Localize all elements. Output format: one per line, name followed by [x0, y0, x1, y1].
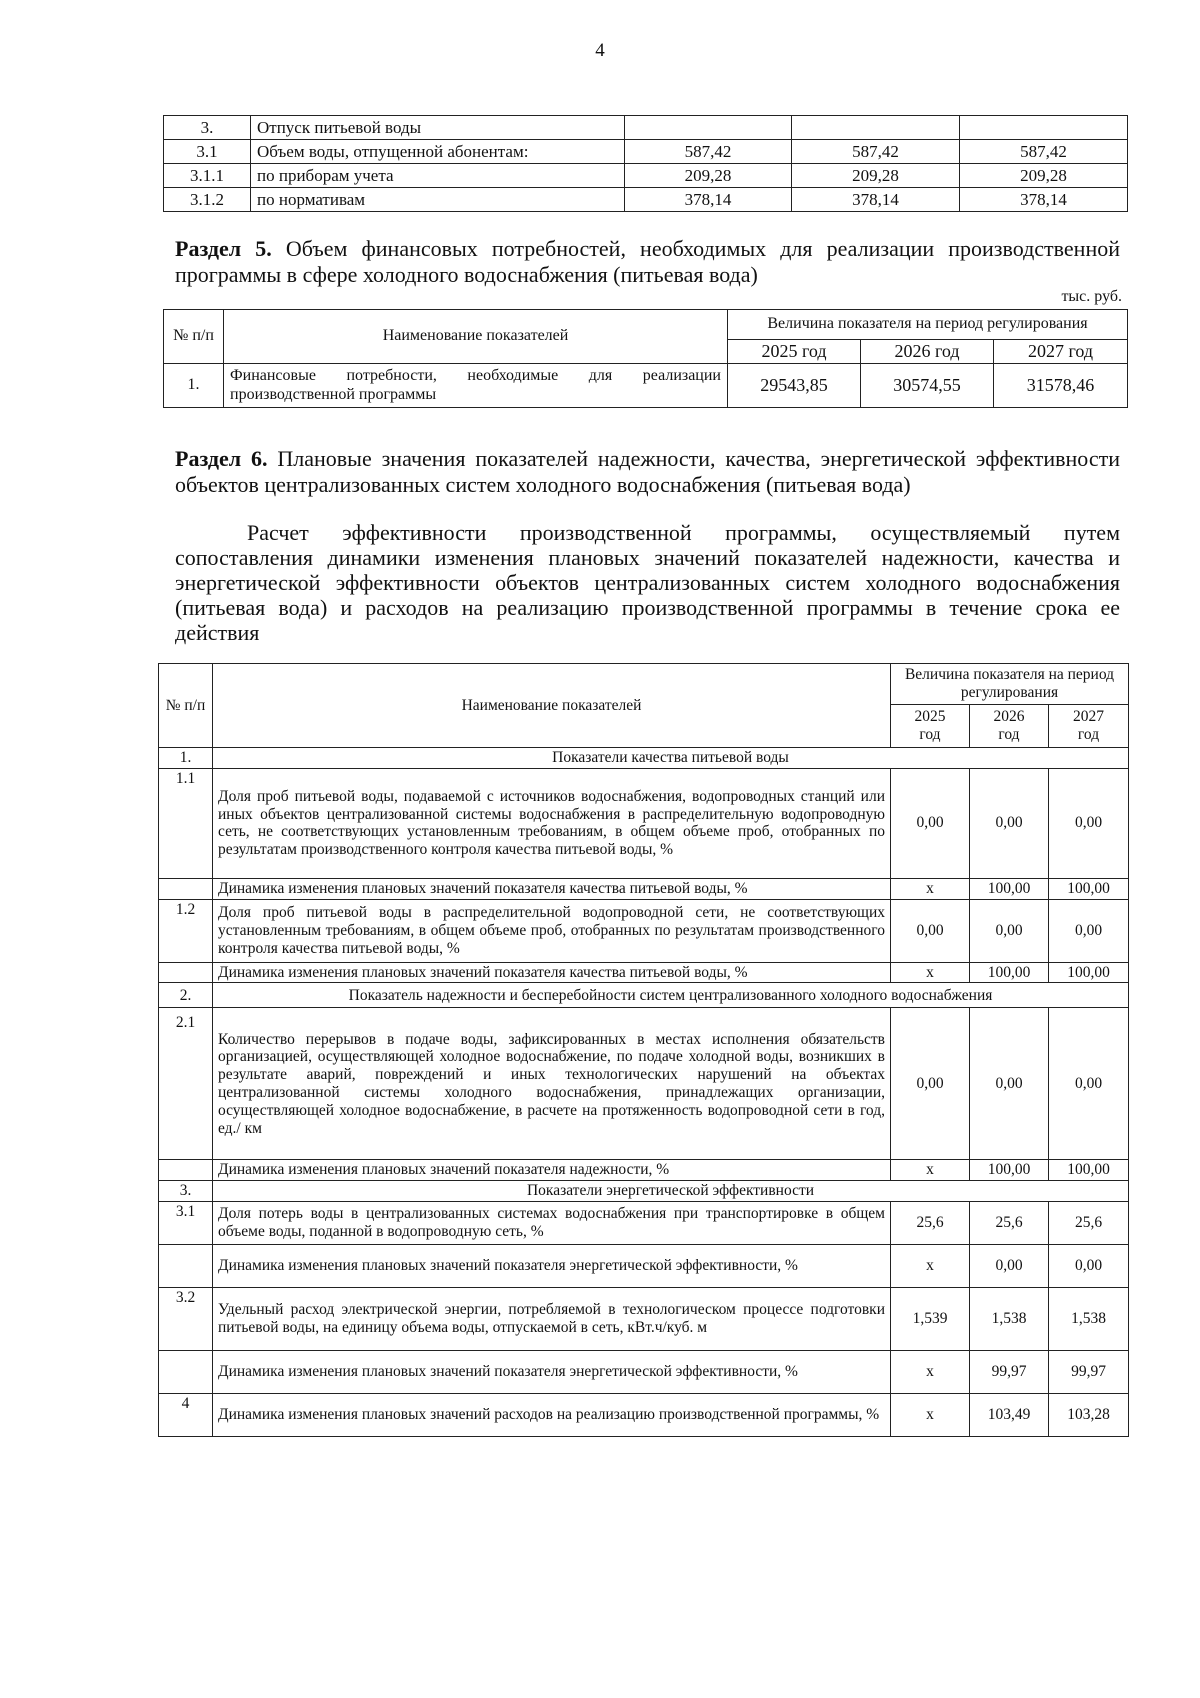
header-name: Наименование показателей	[224, 310, 728, 364]
header-year-2025: 2025 год	[728, 340, 861, 364]
value-2026: 209,28	[792, 164, 960, 188]
value-2025: 25,6	[891, 1202, 970, 1245]
value-2026: 0,00	[970, 768, 1049, 878]
header-year-2025	[891, 705, 970, 748]
value-2026	[792, 116, 960, 140]
section-6-label: Раздел 6.	[175, 446, 268, 471]
value-2026: 0,00	[970, 1008, 1049, 1160]
table-row	[164, 188, 1128, 212]
value-2026: 1,538	[970, 1288, 1049, 1351]
year-word: год	[1077, 726, 1100, 743]
value-2027: 1,538	[1049, 1288, 1129, 1351]
water-supply-table	[163, 115, 1128, 212]
row-number-empty	[159, 1160, 213, 1181]
value-2026: 100,00	[970, 962, 1049, 983]
row-name: Динамика изменения плановых значений расходов на реализацию производственной программы, %	[213, 1394, 891, 1437]
row-number: 3.1	[164, 140, 251, 164]
row-number: 2.1	[159, 1008, 213, 1160]
table-row	[164, 116, 1128, 140]
value-2025: 378,14	[625, 188, 792, 212]
value-2025: x	[891, 1351, 970, 1394]
group-title: Показатели энергетической эффективности	[213, 1181, 1129, 1202]
header-year-2027	[1049, 705, 1129, 748]
group-title: Показатели качества питьевой воды	[213, 748, 1129, 769]
value-2027: 25,6	[1049, 1202, 1129, 1245]
row-name: Динамика изменения плановых значений показателя качества питьевой воды, %	[213, 878, 891, 899]
value-2027: 103,28	[1049, 1394, 1129, 1437]
row-number-empty	[159, 878, 213, 899]
section-6-heading	[175, 446, 1120, 498]
row-number: 1.	[164, 364, 224, 408]
row-name: Доля проб питьевой воды, подаваемой с источников водоснабжения, водопроводных станций или иных объектов централизованной системы водоснабжения в распределительную водопроводную сеть, не соответствующих установленным требованиям, в общем объеме проб, отобранных по результатам производственного контроля качества питьевой воды, %	[213, 768, 891, 878]
table-row	[164, 364, 1128, 408]
header-value: Величина показателя на период регулирования	[891, 664, 1129, 705]
value-2025: 0,00	[891, 768, 970, 878]
row-number-empty	[159, 1351, 213, 1394]
value-2027: 100,00	[1049, 878, 1129, 899]
row-number: 3.1	[159, 1202, 213, 1245]
value-2026: 30574,55	[861, 364, 994, 408]
row-name: Динамика изменения плановых значений показателя энергетической эффективности, %	[213, 1351, 891, 1394]
table-row	[159, 1351, 1129, 1394]
value-2027: 100,00	[1049, 1160, 1129, 1181]
table-row	[164, 140, 1128, 164]
value-2025: 209,28	[625, 164, 792, 188]
row-name: по нормативам	[251, 188, 625, 212]
value-2027: 100,00	[1049, 962, 1129, 983]
page-number: 4	[595, 40, 605, 61]
group-number: 2.	[159, 983, 213, 1008]
row-number: 4	[159, 1394, 213, 1437]
value-2025: 587,42	[625, 140, 792, 164]
section-5-heading	[175, 236, 1120, 288]
value-2025: 0,00	[891, 1008, 970, 1160]
row-name: Финансовые потребности, необходимые для реализации производственной программы	[224, 364, 728, 408]
table-row	[159, 1008, 1129, 1160]
row-name: Отпуск питьевой воды	[251, 116, 625, 140]
value-2027: 587,42	[960, 140, 1128, 164]
value-2026: 99,97	[970, 1351, 1049, 1394]
group-title: Показатель надежности и бесперебойности систем централизованного холодного водоснабжения	[213, 983, 1129, 1008]
value-2027: 378,14	[960, 188, 1128, 212]
row-name: по приборам учета	[251, 164, 625, 188]
row-number: 3.1.1	[164, 164, 251, 188]
table-row	[159, 1245, 1129, 1288]
year-number: 2025	[914, 708, 946, 726]
row-name: Количество перерывов в подаче воды, зафиксированных в местах исполнения обязательств организацией, осуществляющей холодное водоснабжение, по подаче холодной воды, возникших в результате аварий, повреждений и иных технологических нарушений на объектах централизованной системы холодного водоснабжения, принадлежащих организации, осуществляющей холодное водоснабжение, в расчете на протяженность водопроводной сети в год, ед./ км	[213, 1008, 891, 1160]
row-name: Объем воды, отпущенной абонентам:	[251, 140, 625, 164]
section-6-paragraph: Расчет эффективности производственной программы, осуществляемый путем сопоставления динамики изменения плановых значений показателей надежности, качества и энергетической эффективности объектов централизованных систем холодного водоснабжения (питьевая вода) и расходов на реализацию производственной программы в течение срока ее действия	[175, 520, 1120, 645]
year-number: 2026	[993, 708, 1025, 726]
table-row	[159, 768, 1129, 878]
group-number: 1.	[159, 748, 213, 769]
row-name: Доля потерь воды в централизованных системах водоснабжения при транспортировке в общем объеме воды, поданной в водопроводную сеть, %	[213, 1202, 891, 1245]
value-2027: 0,00	[1049, 1008, 1129, 1160]
year-word: год	[998, 726, 1020, 743]
row-name: Доля проб питьевой воды в распределительной водопроводной сети, не соответствующих установленным требованиям, в общем объеме проб, отобранных по результатам производственного контроля качества питьевой воды, %	[213, 899, 891, 962]
year-number: 2027	[1073, 708, 1104, 726]
table-row	[159, 899, 1129, 962]
row-number-empty	[159, 962, 213, 983]
financial-needs-table	[163, 309, 1128, 408]
value-2025: x	[891, 1394, 970, 1437]
row-name: Динамика изменения плановых значений показателя качества питьевой воды, %	[213, 962, 891, 983]
table-row	[159, 1288, 1129, 1351]
header-year-2027: 2027 год	[994, 340, 1128, 364]
table-row	[159, 1160, 1129, 1181]
table-row	[164, 164, 1128, 188]
value-2027: 31578,46	[994, 364, 1128, 408]
value-2025: x	[891, 1245, 970, 1288]
row-name: Динамика изменения плановых значений показателя энергетической эффективности, %	[213, 1245, 891, 1288]
section-5-label: Раздел 5.	[175, 236, 272, 261]
value-2026: 0,00	[970, 1245, 1049, 1288]
row-name: Динамика изменения плановых значений показателя надежности, %	[213, 1160, 891, 1181]
value-2025: x	[891, 962, 970, 983]
value-2025: 0,00	[891, 899, 970, 962]
header-value: Величина показателя на период регулирования	[728, 310, 1128, 340]
row-number: 1.2	[159, 899, 213, 962]
value-2025	[625, 116, 792, 140]
table-row	[159, 962, 1129, 983]
group-row	[159, 748, 1129, 769]
value-2025: x	[891, 1160, 970, 1181]
year-word: год	[919, 726, 941, 743]
table-row	[159, 878, 1129, 899]
value-2025: 29543,85	[728, 364, 861, 408]
value-2026: 378,14	[792, 188, 960, 212]
group-row	[159, 983, 1129, 1008]
row-number: 3.	[164, 116, 251, 140]
header-year-2026: 2026 год	[861, 340, 994, 364]
row-number-empty	[159, 1245, 213, 1288]
value-2026: 100,00	[970, 878, 1049, 899]
indicators-table	[158, 663, 1129, 1437]
header-number: № п/п	[159, 664, 213, 748]
value-2027	[960, 116, 1128, 140]
table-row	[159, 1202, 1129, 1245]
group-row	[159, 1181, 1129, 1202]
value-2026: 103,49	[970, 1394, 1049, 1437]
row-number: 3.1.2	[164, 188, 251, 212]
value-2025: 1,539	[891, 1288, 970, 1351]
header-year-2026	[970, 705, 1049, 748]
section-6-title: Плановые значения показателей надежности, качества, энергетической эффективности объектов централизованных систем холодного водоснабжения (питьевая вода)	[175, 446, 1121, 497]
value-2026: 0,00	[970, 899, 1049, 962]
group-number: 3.	[159, 1181, 213, 1202]
value-2027: 0,00	[1049, 1245, 1129, 1288]
header-number: № п/п	[164, 310, 224, 364]
units-label: тыс. руб.	[1061, 288, 1122, 305]
section-5-title: Объем финансовых потребностей, необходимых для реализации производственной программы в сфере холодного водоснабжения (питьевая вода)	[175, 236, 1121, 287]
value-2025: x	[891, 878, 970, 899]
value-2027: 0,00	[1049, 899, 1129, 962]
value-2026: 25,6	[970, 1202, 1049, 1245]
header-name: Наименование показателей	[213, 664, 891, 748]
row-number: 1.1	[159, 768, 213, 878]
value-2026: 587,42	[792, 140, 960, 164]
value-2026: 100,00	[970, 1160, 1049, 1181]
value-2027: 0,00	[1049, 768, 1129, 878]
table-row	[159, 1394, 1129, 1437]
value-2027: 99,97	[1049, 1351, 1129, 1394]
value-2027: 209,28	[960, 164, 1128, 188]
row-number: 3.2	[159, 1288, 213, 1351]
row-name: Удельный расход электрической энергии, потребляемой в технологическом процессе подготовки питьевой воды, на единицу объема воды, отпускаемой в сеть, кВт.ч/куб. м	[213, 1288, 891, 1351]
